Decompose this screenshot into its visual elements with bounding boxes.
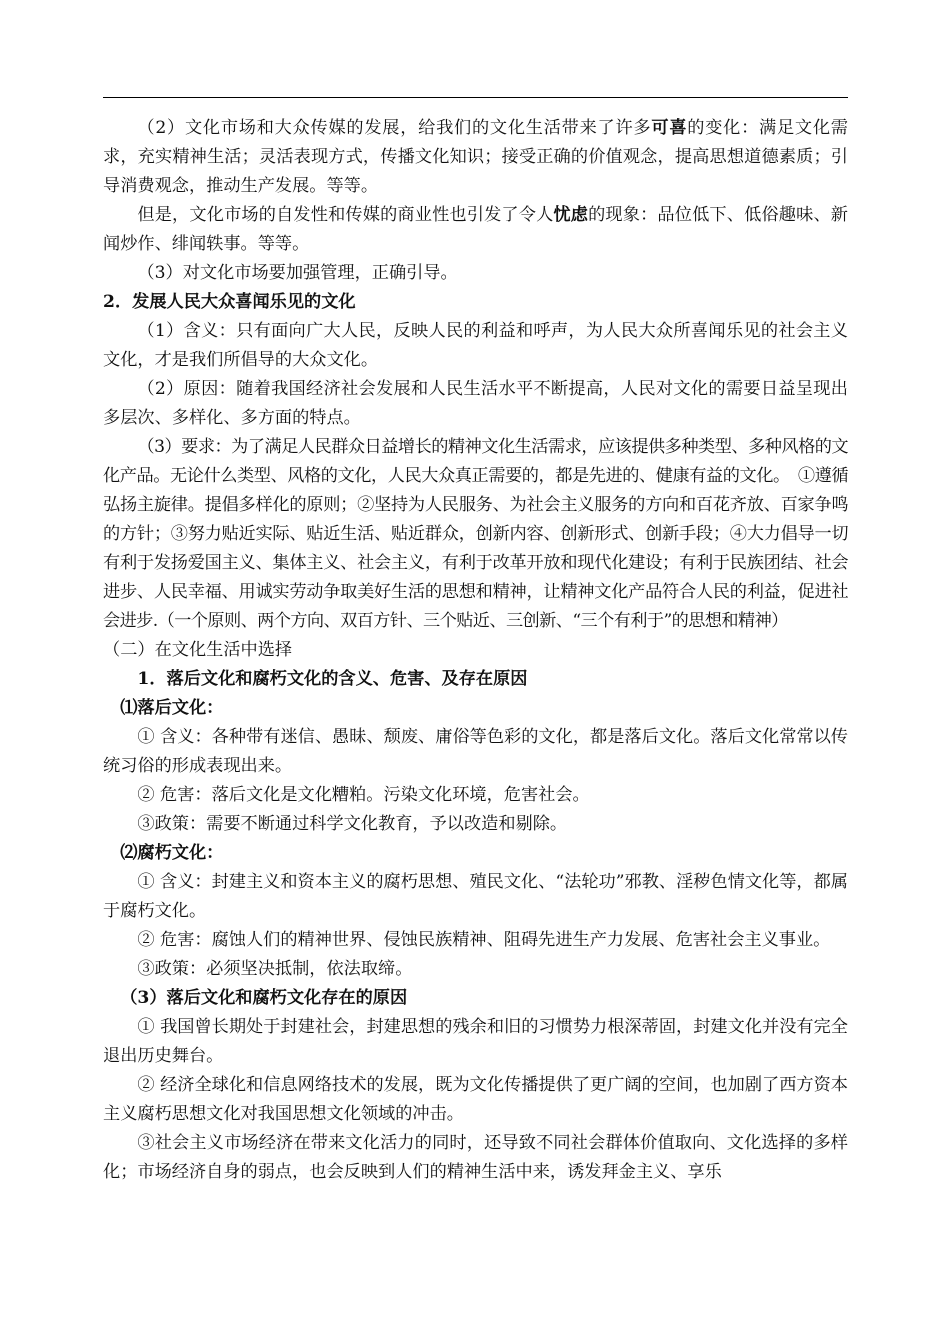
- text-span: 但是，文化市场的自发性和传媒的商业性也引发了令人: [137, 205, 554, 225]
- paragraph-reason-feudal: ① 我国曾长期处于封建社会，封建思想的残余和旧的习惯势力根深蒂固，封建文化并没有完全退出历史舞台。: [103, 1017, 848, 1066]
- emphasis-youlv: 忧虑: [553, 205, 589, 225]
- paragraph-decadent-meaning: ① 含义：封建主义和资本主义的腐朽思想、殖民文化、“法轮功”邪教、淫秽色情文化等，都属于腐朽文化。: [103, 872, 848, 921]
- paragraph-reason: （2）原因：随着我国经济社会发展和人民生活水平不断提高，人民对文化的需要日益呈现出多层次、多样化、多方面的特点。: [103, 379, 848, 428]
- document-page: [103, 97, 848, 1187]
- paragraph-requirements: （3）要求：为了满足人民群众日益增长的精神文化生活需求，应该提供多种类型、多种风格的文化产品。无论什么类型、风格的文化，人民大众真正需要的，都是先进的、健康有益的文化。 ①遵循弘扬主旋律。提倡多样化的原则；②坚持为人民服务、为社会主义服务的方向和百花齐放、百家争鸣的方针；③努力贴近实际、贴近生活、贴近群众，创新内容、创新形式、创新手段；④大力倡导一切有利于发扬爱国主义、集体主义、社会主义，有利于改革开放和现代化建设；有利于民族团结、社会进步、人民幸福、用诚实劳动争取美好生活的思想和精神，让精神文化产品符合人民的利益，促进社会进步.（一个原则、两个方向、双百方针、三个贴近、三创新、“三个有利于”的思想和精神）: [103, 437, 848, 631]
- paragraph-market-management: （3）对文化市场要加强管理，正确引导。: [137, 263, 458, 283]
- emphasis-kexi: 可喜: [651, 118, 688, 138]
- heading-existence-reasons: （3）落后文化和腐朽文化存在的原因: [120, 988, 408, 1008]
- heading-backward-decadent: 1．落后文化和腐朽文化的含义、危害、及存在原因: [137, 669, 528, 689]
- paragraph-mass-media-concerns: [103, 201, 848, 259]
- paragraph-decadent-policy: ③政策：必须坚决抵制，依法取缔。: [137, 959, 413, 979]
- text-span: 的变化：满足文化需求，充实精神生活；灵活表现方式，传播文化知识；接受正确的价值观念，提高思想道德素质；引导消费观念，推动生产发展。等等。: [103, 118, 848, 196]
- paragraph-mass-media-benefits: [103, 114, 848, 201]
- heading-backward-culture: ⑴落后文化：: [120, 698, 224, 718]
- paragraph-backward-meaning: ① 含义：各种带有迷信、愚昧、颓废、庸俗等色彩的文化，都是落后文化。落后文化常常以传统习俗的形成表现出来。: [103, 727, 848, 776]
- text-span: 的现象：品位低下、低俗趣味、新闻炒作、绯闻轶事。等等。: [103, 205, 848, 254]
- heading-decadent-culture: ⑵腐朽文化：: [120, 843, 224, 863]
- heading-popular-culture: 2．发展人民大众喜闻乐见的文化: [103, 292, 356, 312]
- paragraph-backward-harm: ② 危害：落后文化是文化糟粕。污染文化环境，危害社会。: [137, 785, 590, 805]
- paragraph-reason-globalization: ② 经济全球化和信息网络技术的发展，既为文化传播提供了更广阔的空间，也加剧了西方资本主义腐朽思想文化对我国思想文化领域的冲击。: [103, 1075, 848, 1124]
- paragraph-decadent-harm: ② 危害：腐蚀人们的精神世界、侵蚀民族精神、阻碍先进生产力发展、危害社会主义事业。: [137, 930, 831, 950]
- paragraph-reason-market: ③社会主义市场经济在带来文化活力的同时，还导致不同社会群体价值取向、文化选择的多样化；市场经济自身的弱点，也会反映到人们的精神生活中来，诱发拜金主义、享乐: [103, 1133, 848, 1182]
- paragraph-meaning: （1）含义：只有面向广大人民，反映人民的利益和呼声，为人民大众所喜闻乐见的社会主义文化，才是我们所倡导的大众文化。: [103, 321, 848, 370]
- text-span: （2）文化市场和大众传媒的发展，给我们的文化生活带来了许多: [137, 118, 652, 138]
- header-rule: [103, 97, 848, 98]
- section-heading-choice: （二）在文化生活中选择: [103, 640, 293, 660]
- paragraph-backward-policy: ③政策：需要不断通过科学文化教育，予以改造和剔除。: [137, 814, 568, 834]
